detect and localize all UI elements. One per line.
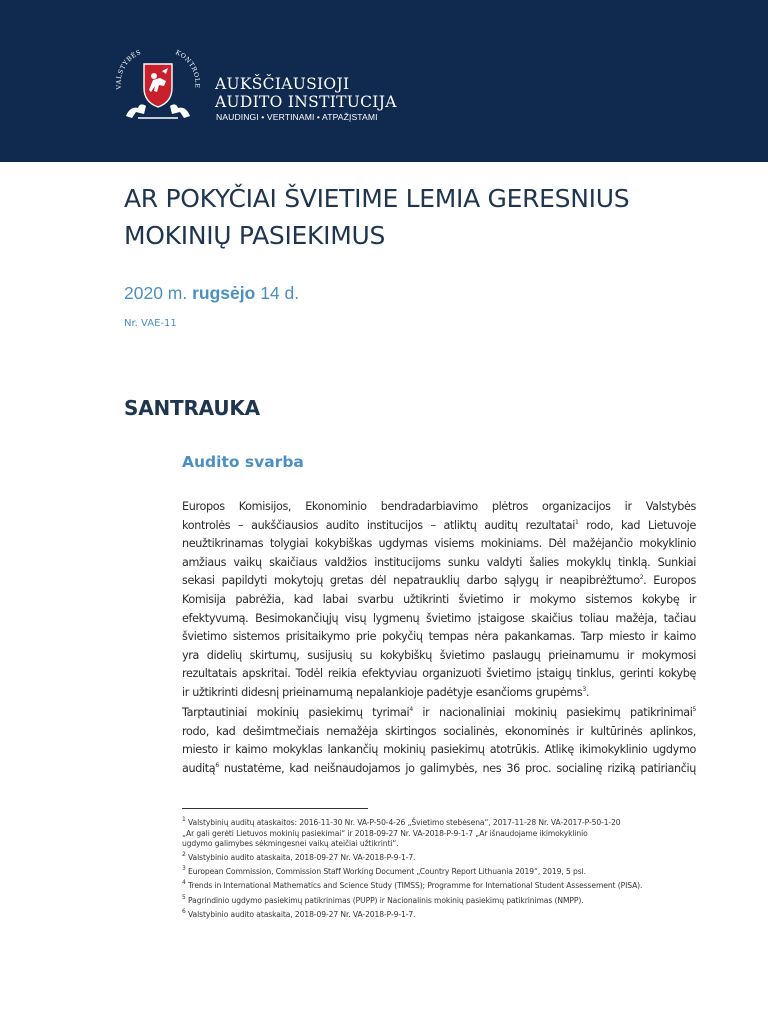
text-line: kontrolės – aukščiausios audito institucijos – atliktų auditų rezultatai$^1$ rodo, kad Lietuvoje	[182, 518, 696, 532]
text-line: rezultatais apskritai. Todėl reikia efektyviau organizuoti švietimo įstaigų tinklus, gerinti kokybę	[182, 667, 696, 681]
svg-text:KONTROLĖ: KONTROLĖ	[174, 49, 200, 89]
text-line: Komisija pabrėžia, kad labai svarbu užtikrinti švietimo ir mokymo sistemos kokybę ir	[182, 592, 696, 606]
report-title-line1: AR POKYČIAI ŠVIETIME LEMIA GERESNIUS	[124, 184, 630, 213]
footnote-ref[interactable]: 1	[574, 518, 579, 526]
footnote-number: 1	[182, 816, 186, 823]
report-date	[124, 283, 299, 304]
text-line: efektyvumą. Besimokančiųjų visų lygmenų švietimo įstaigose skaičius toliau mažėja, tačiau	[182, 611, 696, 625]
text-line: neužtikrinamas tolygiai kokybiškas ugdymas visiems mokiniams. Dėl mažėjančio mokyklinio	[182, 537, 696, 551]
report-title	[124, 180, 724, 254]
text-line: auditą$^6$ nustatėme, kad neišnaudojamos jo galimybės, nes 36 proc. socialinę riziką patiriančių	[182, 761, 696, 775]
text-line: švietimo sistemos prisitaikymo prie pokyčių tempas nėra pakankamas. Tarp miesto ir kaimo	[182, 630, 696, 644]
text-line: sekasi papildyti mokytojų gretas dėl nepatrauklių darbo sąlygų ir neapibrėžtumo$^2$. Europos	[182, 574, 696, 588]
text-line: miesto ir kaimo mokyklas lankančių mokinių pasiekimų atotrūkis. Atlikę ikimokyklinio ugdymo	[182, 743, 696, 757]
footnotes	[182, 818, 696, 924]
subsection-title: Audito svarba	[182, 453, 304, 471]
report-title-line2: MOKINIŲ PASIEKIMUS	[124, 221, 386, 250]
date-month: rugsėjo	[192, 283, 256, 303]
footnote-item: $^6$ Valstybinio audito ataskaita, 2018-09-27 Nr. VA-2018-P-9-1-7.	[182, 907, 416, 919]
date-year: 2020 m.	[124, 283, 188, 303]
org-name-line2: AUDITO INSTITUCIJA	[215, 93, 397, 111]
organization-name	[215, 75, 397, 111]
paragraph-audit-importance	[182, 498, 696, 703]
state-audit-seal-icon	[116, 44, 200, 126]
footnote-divider	[182, 808, 368, 809]
org-name-line1: AUKŠČIAUSIOJI	[215, 75, 350, 93]
header-banner	[0, 0, 768, 162]
footnote-ref[interactable]: 3	[582, 685, 586, 693]
footnote-item: $^5$ Pagrindinio ugdymo pasiekimų patikrinimas (PUPP) ir Nacionalinis mokinių pasiekimų patikrinimas (NMPP).	[182, 893, 584, 905]
text-line: Tarptautiniai mokinių pasiekimų tyrimai$^4$ ir nacionaliniai mokinių pasiekimų patikrinimai$^5$	[182, 706, 696, 719]
footnote-ref[interactable]: 4	[409, 706, 413, 713]
footnote-number: 4	[182, 879, 186, 887]
footnote-number: 3	[182, 865, 186, 873]
organization-motto: NAUDINGI • VERTINAMI • ATPAŽĮSTAMI	[216, 112, 378, 122]
text-line: ir užtikrinti didesnį prieinamumą nepalankioje padėtyje esančioms grupėms$^3$.	[182, 685, 590, 699]
report-number: Nr. VAE-11	[124, 318, 177, 329]
paragraph-achievement-gap	[182, 704, 696, 778]
footnote-number: 2	[182, 851, 186, 859]
footnote-item: $^2$ Valstybinio audito ataskaita, 2018-09-27 Nr. VA-2018-P-9-1-7.	[182, 851, 416, 863]
text-line: amžiaus vaikų skaičiaus valdžios institucijoms sunku valdyti šalies mokyklų tinklą. Sunkiai	[182, 555, 696, 569]
footnote-item: $^3$ European Commission, Commission Staff Working Document „Country Report Lithuania 2019“, 2019, 5 psl.	[182, 865, 586, 877]
footnote-ref[interactable]: 6	[215, 761, 219, 769]
text-line: yra didelių skirtumų, susijusių su kokybiškų švietimo paslaugų prieinamumu ir mokymosi	[182, 648, 696, 662]
footnote-item: $^4$ Trends in International Mathematics and Science Study (TIMSS); Programme for International Student Assessement (PISA).	[182, 879, 643, 891]
text-line: rodo, kad dešimtmečiais nemažėja skirtingos socialinės, ekonominės ir kultūrinės aplinkos,	[182, 724, 696, 738]
date-day: 14 d.	[260, 283, 300, 303]
footnote-ref[interactable]: 5	[692, 706, 696, 713]
footnote-item: $^1$ Valstybinių auditų ataskaitos: 2016-11-30 Nr. VA-P-50-4-26 „Švietimo stebėsena“, 2017-11-28 Nr. VA-2017-P-50-1-20 „Ar gali gerėti Lietuvos mokinių pasiekimai“ ir 2018-09-27 Nr. VA-2018-P-9-1-7 „Ar išnaudojame ikimokyklinio ugdymo galimybes sėkmingesnei vaikų ateičiai užtikrinti“.	[182, 816, 621, 849]
section-title: SANTRAUKA	[124, 396, 260, 420]
footnote-number: 6	[182, 907, 186, 915]
footnote-number: 5	[182, 893, 186, 901]
svg-text:VALSTYBĖS: VALSTYBĖS	[116, 48, 143, 90]
footnote-ref[interactable]: 2	[639, 574, 644, 582]
text-line: Europos Komisijos, Ekonominio bendradarbiavimo plėtros organizacijos ir Valstybės	[182, 500, 696, 513]
